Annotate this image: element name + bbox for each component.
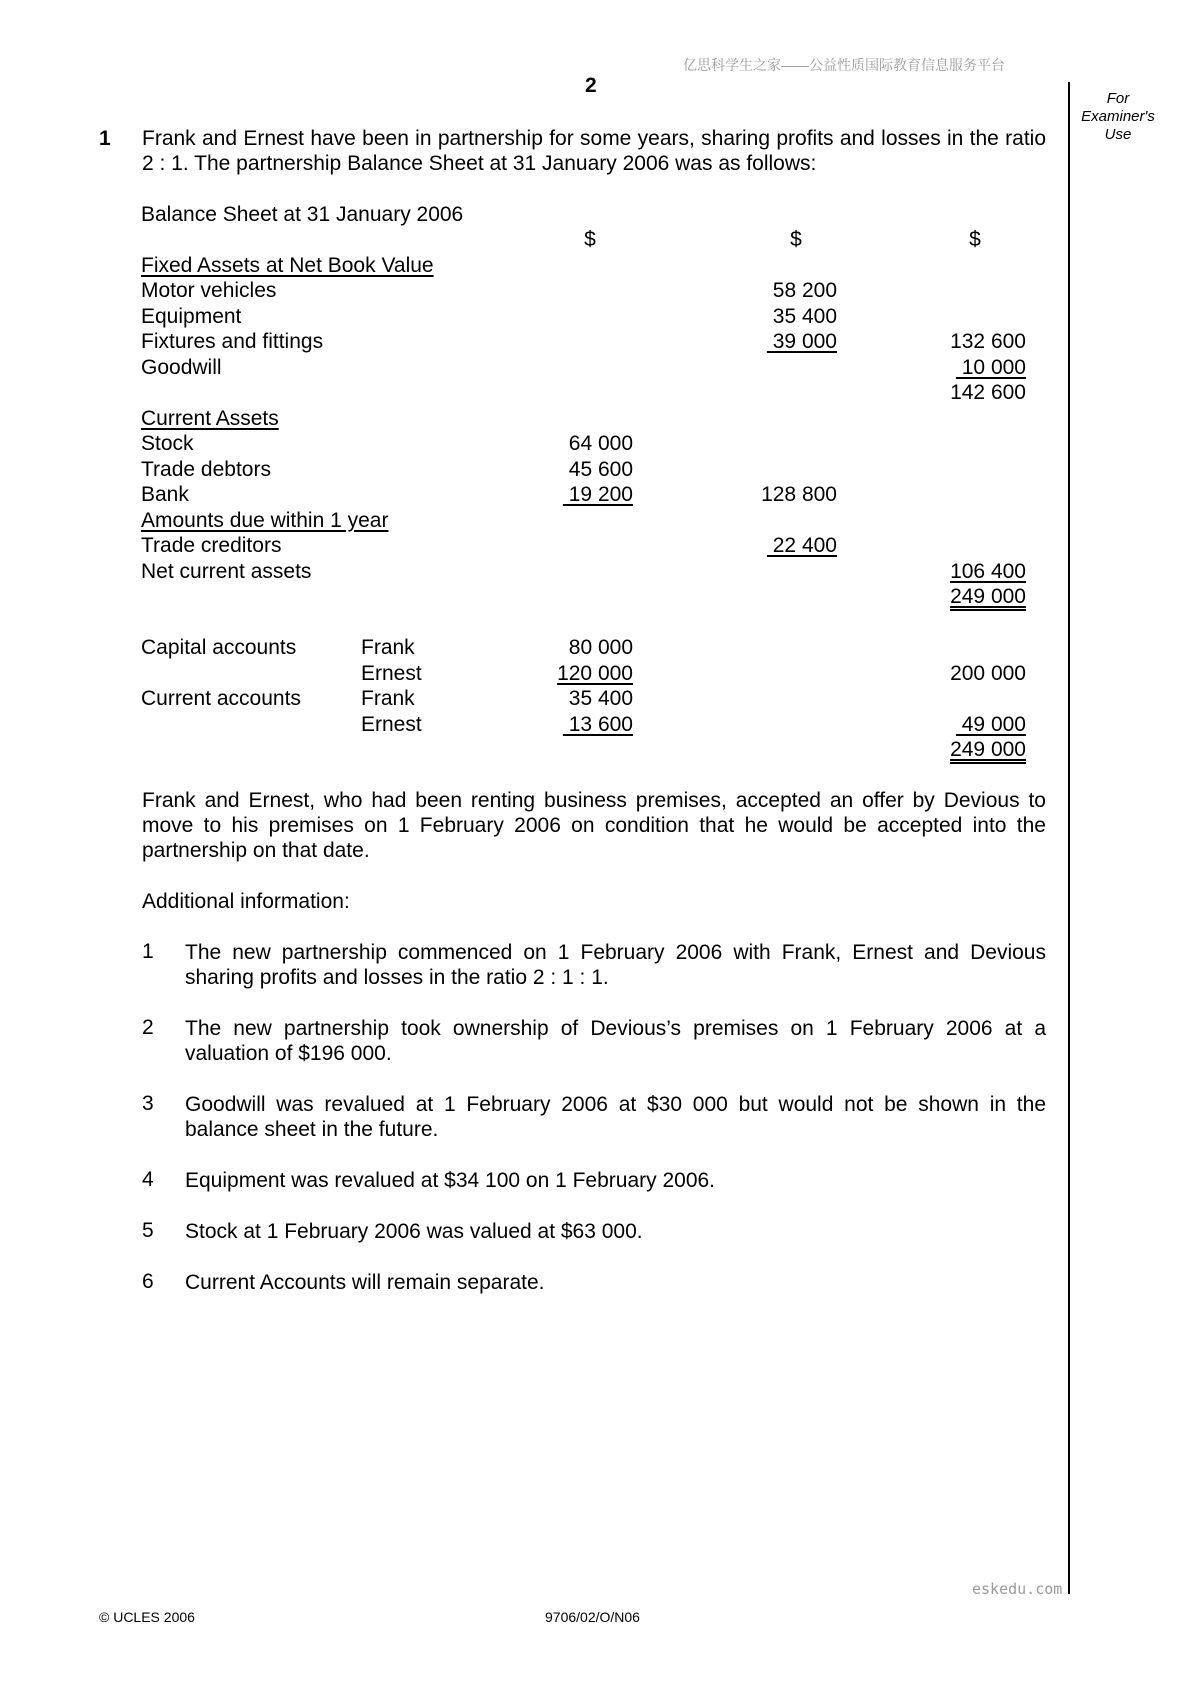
- list-item-text: The new partnership took ownership of Devious’s premises on 1 February 2006 at a valuation of $196 000.: [185, 1017, 1046, 1065]
- list-item-text: Stock at 1 February 2006 was valued at $63 000.: [185, 1220, 643, 1243]
- list-item-number: 4: [142, 1168, 154, 1191]
- column-header: $: [584, 228, 596, 251]
- list-item-text: Equipment was revalued at $34 100 on 1 February 2006.: [185, 1169, 716, 1192]
- balance-sheet-title: Balance Sheet at 31 January 2006: [141, 203, 464, 226]
- watermark-header: 亿思科学生之家——公益性质国际教育信息服务平台: [683, 57, 1005, 73]
- list-item-text: Goodwill was revalued at 1 February 2006 at $30 000 but would not be shown in the balance sheet in the future.: [185, 1093, 1046, 1141]
- row-value: 106 400: [950, 560, 1026, 583]
- devious-paragraph: Frank and Ernest, who had been renting business premises, accepted an offer by Devious to move to his premises on 1 February 2006 on condition that he would be accepted into the partnership on that date.: [142, 789, 1046, 862]
- fixed-assets-heading: Fixed Assets at Net Book Value: [141, 254, 434, 277]
- row-label: Capital accounts: [141, 636, 297, 659]
- row-value: 200 000: [950, 662, 1026, 685]
- row-value: 132 600: [950, 330, 1026, 353]
- row-value: 39 000: [766, 330, 837, 353]
- row-value: 45 600: [568, 458, 633, 481]
- list-item-number: 6: [142, 1270, 154, 1293]
- column-header: $: [969, 228, 981, 251]
- partner-label: Frank: [361, 636, 415, 659]
- current-assets-heading: Current Assets: [141, 407, 279, 430]
- row-value: 58 200: [772, 279, 837, 302]
- row-label: Goodwill: [141, 356, 222, 379]
- partner-label: Ernest: [361, 713, 422, 736]
- column-header: $: [790, 228, 802, 251]
- row-value: 13 600: [562, 713, 633, 736]
- list-item-number: 3: [142, 1092, 154, 1115]
- row-label: Net current assets: [141, 560, 312, 583]
- row-label: Motor vehicles: [141, 279, 277, 302]
- row-label: Current accounts: [141, 687, 301, 710]
- examiner-margin-line: [1068, 82, 1070, 1594]
- footer-copyright: © UCLES 2006: [99, 1609, 195, 1625]
- row-label: Fixtures and fittings: [141, 330, 324, 353]
- row-value: 128 800: [761, 483, 837, 506]
- row-label: Equipment: [141, 305, 242, 328]
- additional-info-heading: Additional information:: [142, 890, 350, 913]
- row-label: Stock: [141, 432, 194, 455]
- row-value: 64 000: [568, 432, 633, 455]
- row-value: 49 000: [955, 713, 1026, 736]
- row-label: Trade creditors: [141, 534, 282, 557]
- partner-label: Frank: [361, 687, 415, 710]
- list-item-text: Current Accounts will remain separate.: [185, 1271, 545, 1294]
- list-item-number: 1: [142, 940, 154, 963]
- total-financed: 249 000: [950, 738, 1026, 761]
- row-value: 120 000: [557, 662, 633, 685]
- row-value: 19 200: [562, 483, 633, 506]
- examiner-use-label: For Examiner's Use: [1081, 90, 1155, 143]
- row-value: 35 400: [568, 687, 633, 710]
- fixed-assets-total: 142 600: [950, 381, 1026, 404]
- list-item-number: 5: [142, 1219, 154, 1242]
- list-item-text: The new partnership commenced on 1 February 2006 with Frank, Ernest and Devious sharing profits and losses in the ratio 2 : 1 : 1.: [185, 941, 1046, 989]
- row-value: 80 000: [568, 636, 633, 659]
- row-label: Bank: [141, 483, 189, 506]
- row-label: Trade debtors: [141, 458, 271, 481]
- amounts-due-heading: Amounts due within 1 year: [141, 509, 389, 532]
- question-number: 1: [99, 127, 111, 150]
- partner-label: Ernest: [361, 662, 422, 685]
- watermark-footer: eskedu.com: [972, 1580, 1063, 1598]
- list-item-number: 2: [142, 1016, 154, 1039]
- footer-paper-code: 9706/02/O/N06: [545, 1609, 640, 1625]
- row-value: 35 400: [772, 305, 837, 328]
- total-assets: 249 000: [950, 585, 1026, 608]
- question-intro: Frank and Ernest have been in partnership for some years, sharing profits and losses in the ratio 2 : 1. The partnership Balance Sheet at 31 January 2006 was as follows:: [142, 127, 1046, 175]
- row-value: 22 400: [766, 534, 837, 557]
- page-number: 2: [585, 74, 597, 97]
- row-value: 10 000: [955, 356, 1026, 379]
